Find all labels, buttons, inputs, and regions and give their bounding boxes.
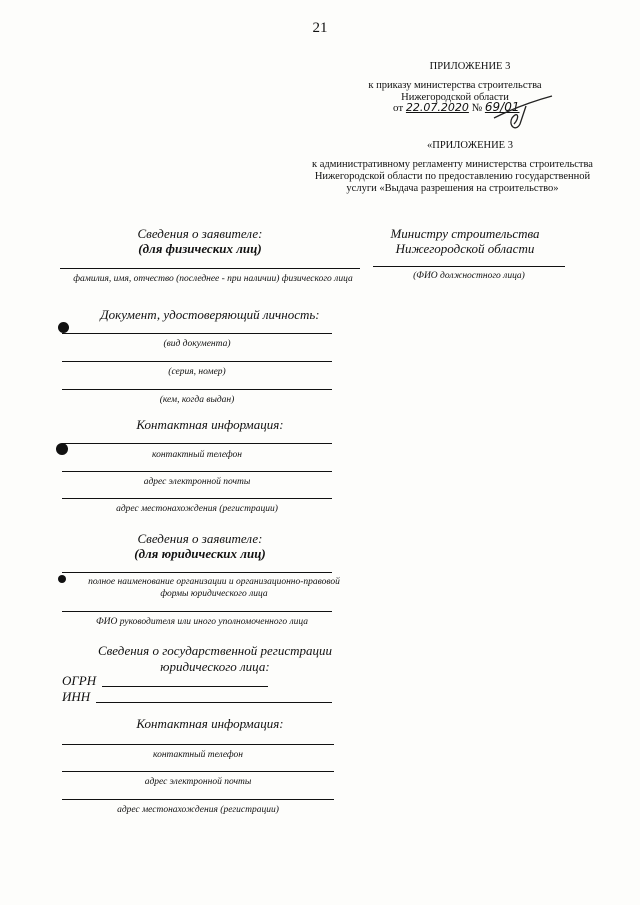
head-name-line — [62, 611, 332, 612]
org-name-line — [62, 572, 332, 573]
doc-type-caption: (вид документа) — [163, 339, 231, 349]
ogrn-label: ОГРН — [62, 673, 97, 688]
addressee-caption: (ФИО должностного лица) — [413, 271, 525, 281]
org-caption-2: формы юридического лица — [160, 589, 268, 599]
legal-email-line — [62, 771, 334, 772]
fullname-line — [60, 268, 360, 269]
phone-line — [62, 443, 332, 444]
address-caption: адрес местонахождения (регистрации) — [116, 504, 278, 514]
email-line — [62, 471, 332, 472]
page-number: 21 — [312, 20, 328, 36]
id-document-title: Документ, удостоверяющий личность: — [100, 307, 320, 322]
punch-hole-mark — [58, 322, 69, 333]
order-number: 69/01 — [484, 100, 520, 114]
phone-caption: контактный телефон — [151, 450, 242, 460]
individual-subtitle: (для физических лиц) — [138, 241, 262, 256]
registration-title-2: юридического лица: — [160, 659, 270, 674]
head-name-caption: ФИО руководителя или иного уполномоченного лица — [96, 617, 308, 627]
individual-contacts-title: Контактная информация: — [136, 417, 284, 432]
addressee-line-1: Министру строительства — [390, 226, 540, 241]
order-line: к приказу министерства строительства — [368, 80, 542, 91]
addressee-signature-line — [373, 266, 565, 267]
date-prefix: от — [393, 102, 404, 114]
region-line: Нижегородской области — [401, 92, 509, 103]
order-date: 22.07.2020 — [405, 101, 469, 114]
inn-label: ИНН — [62, 689, 91, 704]
doc-type-line — [62, 333, 332, 334]
issued-caption: (кем, когда выдан) — [159, 395, 235, 405]
series-line — [62, 361, 332, 362]
regulation-line-3: услуги «Выдача разрешения на строительство» — [346, 183, 559, 194]
legal-address-caption: адрес местонахождения (регистрации) — [117, 805, 279, 815]
ogrn-line — [102, 686, 268, 687]
regulation-line-1: к административному регламенту министерства строительства — [312, 159, 593, 170]
issued-line — [62, 389, 332, 390]
org-caption-1: полное наименование организации и организационно-правовой — [88, 577, 340, 587]
number-sign: № — [471, 102, 483, 114]
legal-email-caption: адрес электронной почты — [144, 777, 252, 787]
legal-phone-caption: контактный телефон — [152, 750, 243, 760]
handwritten-signature — [490, 88, 560, 138]
individual-title: Сведения о заявителе: — [137, 226, 263, 241]
legal-contacts-title: Контактная информация: — [136, 716, 284, 731]
series-caption: (серия, номер) — [168, 367, 226, 377]
legal-phone-line — [62, 744, 334, 745]
legal-subtitle: (для юридических лиц) — [134, 546, 266, 561]
address-line — [62, 498, 332, 499]
regulation-line-2: Нижегородской области по предоставлению государственной — [314, 171, 591, 182]
legal-title: Сведения о заявителе: — [137, 531, 263, 546]
inn-line — [96, 702, 332, 703]
appendix-label: ПРИЛОЖЕНИЕ 3 — [429, 61, 511, 72]
regulation-appendix: «ПРИЛОЖЕНИЕ 3 — [427, 140, 513, 151]
registration-title-1: Сведения о государственной регистрации — [97, 643, 333, 658]
fullname-caption: фамилия, имя, отчество (последнее - при наличии) физического лица — [73, 274, 353, 284]
email-caption: адрес электронной почты — [143, 477, 251, 487]
addressee-line-2: Нижегородской области — [395, 241, 535, 256]
legal-address-line — [62, 799, 334, 800]
